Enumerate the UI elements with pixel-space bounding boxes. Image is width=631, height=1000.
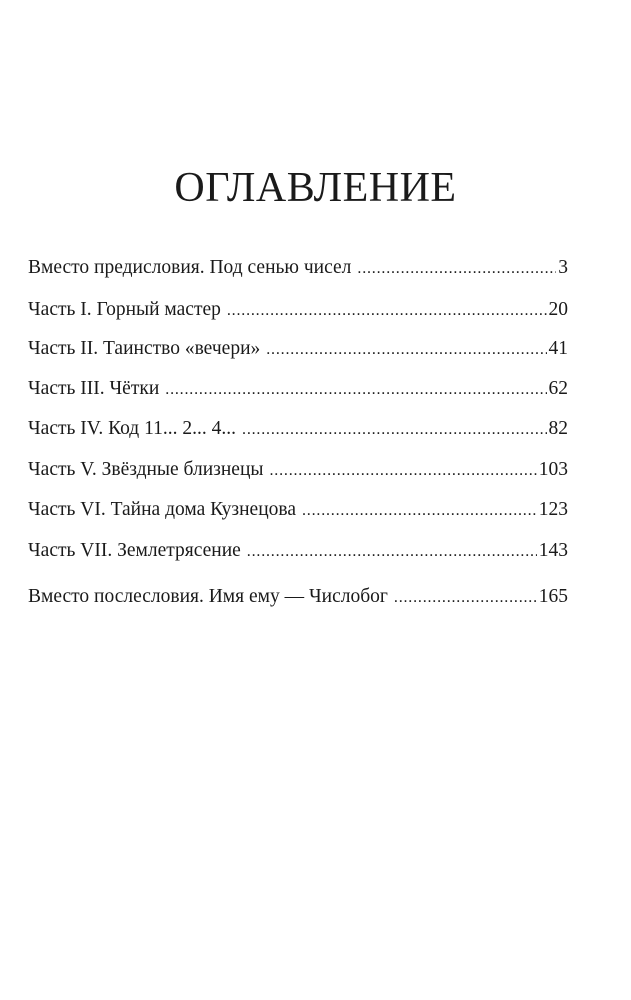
dot-leader [227, 298, 547, 323]
toc-entry-page: 82 [548, 418, 568, 439]
toc-entry-label: Часть II. Таинство «вечери» [28, 338, 261, 359]
toc-entry [28, 585, 568, 610]
dot-leader [270, 458, 537, 483]
toc-entry [28, 458, 568, 483]
toc-entry [28, 539, 568, 564]
toc-entry-label: Часть VII. Землетрясение [28, 540, 241, 561]
dot-leader [394, 585, 537, 610]
dot-leader [357, 256, 556, 281]
toc-entry-page: 143 [538, 540, 568, 561]
toc-entry-label: Часть V. Звёздные близнецы [28, 459, 264, 480]
toc-entry [28, 498, 568, 523]
dot-leader [242, 417, 546, 442]
dot-leader [165, 377, 546, 402]
dot-leader [247, 539, 537, 564]
toc-entry-page: 62 [548, 378, 568, 399]
toc-entry-page: 41 [548, 338, 568, 359]
toc-entry [28, 256, 568, 281]
toc-entry-page: 165 [538, 586, 568, 607]
toc-entry [28, 377, 568, 402]
toc-entry [28, 417, 568, 442]
toc-entry-label: Часть VI. Тайна дома Кузнецова [28, 499, 296, 520]
dot-leader [266, 337, 546, 362]
toc-entry [28, 337, 568, 362]
toc-entry-label: Вместо послесловия. Имя ему — Числобог [28, 586, 388, 607]
toc-entry [28, 298, 568, 323]
toc-entry-page: 3 [558, 257, 568, 278]
toc-entry-label: Вместо предисловия. Под сенью чисел [28, 257, 352, 278]
toc-entry-label: Часть IV. Код 11... 2... 4... [28, 418, 237, 439]
toc-entry-page: 20 [548, 299, 568, 320]
toc-entry-page: 103 [538, 459, 568, 480]
page-title: ОГЛАВЛЕНИЕ [174, 165, 457, 212]
dot-leader [302, 498, 537, 523]
toc-entry-page: 123 [538, 499, 568, 520]
toc-entry-label: Часть III. Чётки [28, 378, 160, 399]
toc-entry-label: Часть I. Горный мастер [28, 299, 221, 320]
